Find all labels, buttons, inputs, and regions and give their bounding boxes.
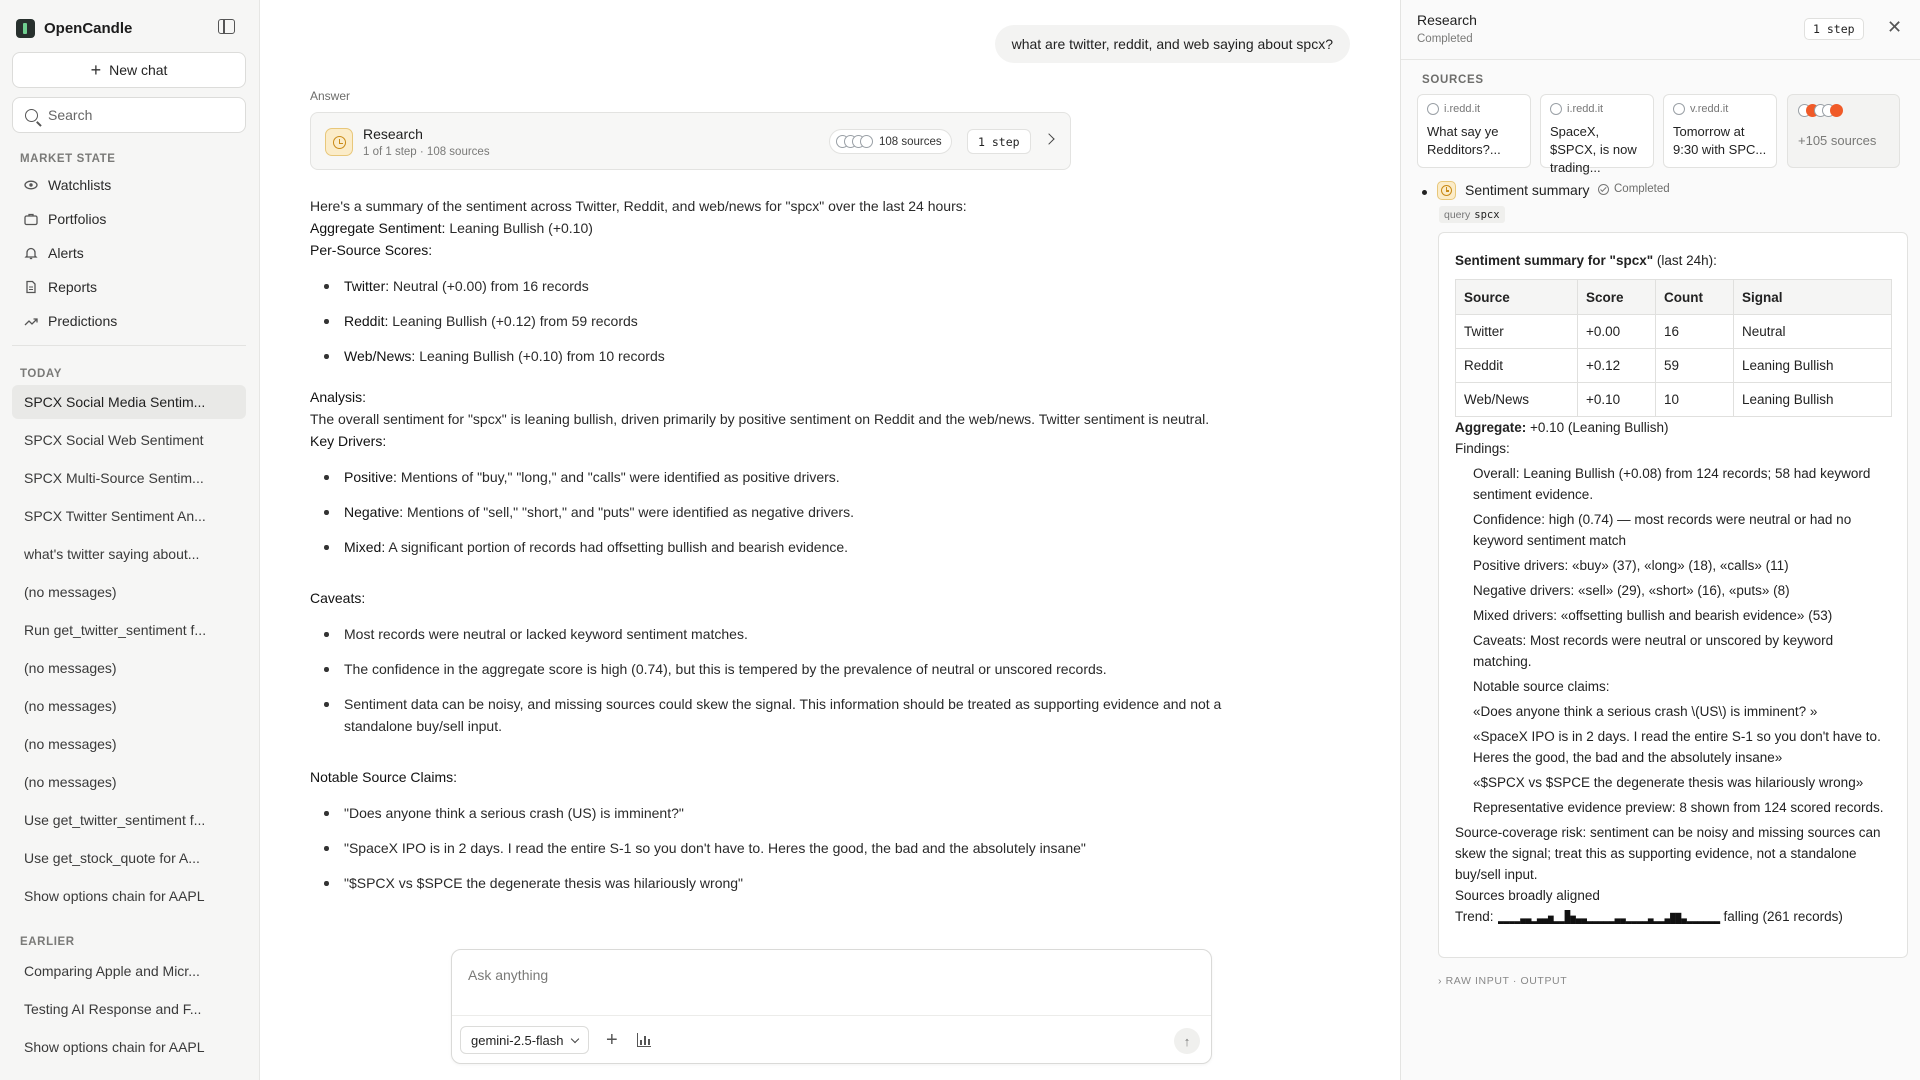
sparkline-bar [1609,921,1615,924]
list-item [310,345,1270,367]
per-source-label: Per-Source Scores: [310,242,433,258]
globe-icon [1427,103,1439,115]
panel-step-badge: 1 step [1804,18,1864,40]
sparkline-bar [1603,921,1609,924]
source-title [1550,123,1644,175]
item-text: Leaning Bullish (+0.12) from 59 records [392,313,638,329]
caveats-list [310,623,1270,737]
drivers-list [310,466,1270,558]
finding-item: Representative evidence preview: 8 shown from 124 scored records. [1473,800,1884,815]
sidebar-item-label: Predictions [48,313,118,329]
table-header: Signal [1734,280,1892,315]
list-item [310,466,1270,488]
composer [451,949,1212,1064]
finding-item: Confidence: high (0.74) — most records were neutral or had no keyword sentiment match [1473,512,1852,548]
sidebar-item-label: Portfolios [48,211,107,227]
source-title-text: SpaceX, $SPCX, is now trading... [1550,124,1637,175]
sparkline-bar [1575,918,1581,924]
sparkline-bar [1625,921,1631,924]
app-name: OpenCandle [44,19,133,37]
step-status [1598,183,1670,195]
chat-item[interactable]: (no messages) [24,584,117,600]
trend-row [1455,906,1891,927]
table-cell: 10 [1656,383,1734,417]
sources-count: 108 sources [879,135,942,148]
eye-icon [24,178,38,192]
today-label: TODAY [20,368,62,380]
finding-item: «SpaceX IPO is in 2 days. I read the entire S-1 so you don't have to. Heres the good, the bad and the absolutely insane» [1473,729,1881,765]
close-icon[interactable]: ✕ [1887,17,1903,37]
trending-up-icon [24,314,38,328]
item-text: Leaning Bullish (+0.10) from 10 records [419,348,665,364]
host-text: i.redd.it [1444,103,1481,115]
chat-item[interactable]: (no messages) [24,698,117,714]
check-circle-icon [1598,184,1609,195]
trend-text: falling (261 records) [1723,909,1843,924]
attach-plus-icon[interactable]: + [606,1029,618,1051]
query-value: spcx [1474,208,1500,221]
item-label: Twitter: [344,278,390,294]
sparkline-bar [1592,921,1598,924]
list-item: Most records were neutral or lacked keyword sentiment matches. [310,623,1270,645]
plus-icon: + [90,60,102,80]
list-item: Sentiment data can be noisy, and missing sources could skew the signal. This information should be treated as supporting evidence and not a standalone buy/sell input. [310,693,1270,737]
sidebar-search[interactable] [12,97,246,133]
query-key: query [1444,208,1471,221]
aggregate-value: +0.10 (Leaning Bullish) [1526,420,1669,435]
item-label: Positive: [344,469,397,485]
chat-item[interactable]: Show options chain for AAPL [24,888,205,904]
bell-icon [24,246,38,260]
sparkline-bar [1642,921,1648,924]
item-text: Mentions of "buy," "long," and "calls" were identified as positive drivers. [400,469,840,485]
aggregate-label: Aggregate Sentiment: [310,220,446,236]
finding-item: Positive drivers: «buy» (37), «long» (18), «calls» (11) [1473,558,1789,573]
finding-item: Caveats: Most records were neutral or unscored by keyword matching. [1473,633,1834,669]
list-item: "$SPCX vs $SPCE the degenerate thesis was hilariously wrong" [310,872,1270,894]
sparkline-bar [1586,921,1592,924]
sparkline-bar [1559,921,1565,924]
sidebar-item-label: Watchlists [48,177,112,193]
new-chat-button[interactable] [12,52,246,88]
table-row [1456,349,1892,383]
source-title [1673,123,1767,159]
chat-item[interactable]: what's twitter saying about... [24,546,200,562]
table-cell: Web/News [1456,383,1578,417]
chat-item[interactable]: (no messages) [24,736,117,752]
sparkline-bar [1520,918,1526,924]
list-item [310,310,1270,332]
search-icon [25,109,38,122]
aggregate-line [1455,417,1891,438]
source-title-text: What say ye Redditors?... [1427,124,1501,157]
source-card[interactable] [1663,94,1777,168]
panel-title: Research [1417,12,1477,28]
sparkline-bar [1664,918,1670,924]
chevron-down-icon [570,1034,578,1042]
new-chat-label: New chat [109,62,168,78]
chat-item[interactable]: Use get_twitter_sentiment f... [24,812,206,828]
sparkline-bar [1697,921,1703,924]
globe-icon [860,135,873,148]
reddit-icon [1830,104,1843,117]
more-sources-card[interactable] [1787,94,1900,168]
sidebar-divider [12,345,246,346]
globe-icon [1550,103,1562,115]
aggregate-label: Aggregate: [1455,420,1527,435]
query-tag [1439,206,1505,223]
list-item: The confidence in the aggregate score is high (0.74), but this is tempered by the prevalence of neutral or unscored records. [310,658,1270,680]
per-source-list [310,275,1270,367]
model-name: gemini-2.5-flash [471,1032,564,1048]
sparkline-bar [1653,921,1659,924]
sparkline-bar [1525,918,1531,924]
globe-icon [1673,103,1685,115]
sparkline-bar [1675,912,1681,923]
sparkline-bar [1636,921,1642,924]
sidebar [0,0,260,1080]
panel-header [1401,0,1920,60]
alignment-note: Sources broadly aligned [1455,888,1600,903]
document-icon [24,280,38,294]
message-input[interactable] [468,967,1168,983]
finding-item: Mixed drivers: «offsetting bullish and bearish evidence» (53) [1473,608,1833,623]
source-host [1673,103,1767,115]
finding-item: Overall: Leaning Bullish (+0.08) from 124 records; 58 had keyword sentiment evidence. [1473,466,1871,502]
table-cell: 16 [1656,315,1734,349]
sparkline-bar [1547,915,1553,923]
chat-item[interactable]: Run get_twitter_sentiment f... [24,622,207,638]
list-item: "Does anyone think a serious crash (US) is imminent?" [310,802,1270,824]
market-state-label: MARKET STATE [20,153,116,165]
chat-item[interactable]: SPCX Multi-Source Sentim... [24,470,204,486]
result-title-rest: (last 24h): [1653,253,1717,268]
assistant-answer [310,196,1270,914]
sparkline-bar [1509,921,1515,924]
earlier-label: EARLIER [20,936,75,948]
item-label: Negative: [344,504,404,520]
chat-item[interactable]: Show options chain for AAPL [24,1039,205,1055]
sparkline-bar [1714,921,1720,924]
sparkline-bar [1708,921,1714,924]
sidebar-toggle-icon[interactable] [218,19,235,34]
composer-divider [452,1015,1211,1016]
research-clock-icon [325,128,353,156]
research-card[interactable] [310,112,1071,170]
table-cell: Leaning Bullish [1734,383,1892,417]
sources-pill[interactable] [829,129,952,154]
finding-item: Notable source claims: [1473,679,1610,694]
sparkline-bar [1631,921,1637,924]
sidebar-item-reports[interactable] [12,272,246,302]
source-card[interactable] [1540,94,1654,175]
sparkline-bar [1498,921,1504,924]
chat-item[interactable]: SPCX Social Web Sentiment [24,432,204,448]
source-title [1427,123,1521,159]
briefcase-icon [24,212,38,226]
drivers-label: Key Drivers: [310,433,387,449]
table-cell: 59 [1656,349,1734,383]
brand[interactable] [16,18,132,38]
item-label: Reddit: [344,313,389,329]
chat-item[interactable]: Use get_stock_quote for A... [24,850,200,866]
chat-main [261,0,1400,1080]
answer-label: Answer [310,89,351,103]
chat-item[interactable]: (no messages) [24,660,117,676]
sparkline-bar [1670,912,1676,923]
item-label: Web/News: [344,348,416,364]
sidebar-item-alerts[interactable] [12,238,246,268]
sidebar-item-watchlists[interactable] [12,170,246,200]
sources-label: SOURCES [1422,74,1484,86]
sentiment-table [1455,279,1892,417]
finding-item: «Does anyone think a serious crash \(US\) is imminent? » [1473,704,1818,719]
coverage-risk: Source-coverage risk: sentiment can be noisy and missing sources can skew the signal; treat this as supporting evidence, not a standalone buy/sell input. [1455,825,1881,882]
step-bullet [1422,190,1427,195]
candle-logo-icon [16,19,35,38]
step-result [1438,232,1908,958]
table-cell: +0.12 [1578,349,1656,383]
claims-label: Notable Source Claims: [310,769,458,785]
sparkline-bar [1647,918,1653,924]
chat-item[interactable]: (no messages) [24,774,117,790]
aggregate-value: Leaning Bullish (+0.10) [449,220,593,236]
sparkline-bar [1503,921,1509,924]
table-cell: +0.10 [1578,383,1656,417]
raw-input-output-toggle[interactable]: › RAW INPUT · OUTPUT [1438,975,1568,987]
sparkline-bar [1514,921,1520,924]
list-item: "SpaceX IPO is in 2 days. I read the entire S-1 so you don't have to. Heres the good, the bad and the absolutely insane" [310,837,1270,859]
analysis-text: The overall sentiment for "spcx" is leaning bullish, driven primarily by positive sentiment on Reddit and the web/news. Twitter sentiment is neutral. [310,411,1210,427]
user-message: what are twitter, reddit, and web saying about spcx? [995,25,1350,63]
sidebar-item-label: Alerts [48,245,84,261]
arrow-up-icon: ↑ [1183,1033,1191,1049]
source-host [1550,103,1644,115]
panel-subtitle: Completed [1417,33,1473,45]
sparkline-bar [1703,921,1709,924]
table-row [1456,315,1892,349]
sidebar-item-portfolios[interactable] [12,204,246,234]
sidebar-item-label: Reports [48,279,98,295]
result-title-bold: Sentiment summary for "spcx" [1455,253,1654,268]
step-status-text: Completed [1614,183,1670,195]
item-text: Mentions of "sell," "short," and "puts" were identified as negative drivers. [407,504,854,520]
claims-list [310,802,1270,894]
sparkline-bar [1686,921,1692,924]
table-header-row [1456,280,1892,315]
sparkline-bar [1658,921,1664,924]
host-text: v.redd.it [1690,103,1729,115]
table-cell: Reddit [1456,349,1578,383]
research-subtitle: 1 of 1 step · 108 sources [363,146,490,158]
caveats-label: Caveats: [310,590,366,606]
finding-item: «$SPCX vs $SPCE the degenerate thesis was hilariously wrong» [1473,775,1864,790]
table-header: Source [1456,280,1578,315]
table-cell: Neutral [1734,315,1892,349]
research-title: Research [363,126,423,142]
host-text: i.redd.it [1567,103,1604,115]
model-select[interactable] [460,1026,589,1054]
table-cell: Twitter [1456,315,1578,349]
answer-intro: Here's a summary of the sentiment across Twitter, Reddit, and web/news for "spcx" over the last 24 hours: [310,198,967,214]
table-row [1456,383,1892,417]
table-cell: +0.00 [1578,315,1656,349]
chart-icon[interactable] [637,1033,651,1047]
list-item [310,275,1270,297]
sparkline-bar [1564,910,1570,924]
item-text: A significant portion of records had offsetting bullish and bearish evidence. [388,539,849,555]
trend-sparkline [1498,909,1720,925]
item-text: Neutral (+0.00) from 16 records [393,278,589,294]
chat-item[interactable]: Testing AI Response and F... [24,1001,202,1017]
analysis-label: Analysis: [310,389,367,405]
search-input[interactable] [48,107,228,123]
send-button[interactable] [1174,1028,1200,1054]
trend-label: Trend: [1455,909,1494,924]
sparkline-bar [1614,918,1620,924]
chat-item[interactable]: Comparing Apple and Micr... [24,963,200,979]
table-header: Score [1578,280,1656,315]
table-cell: Leaning Bullish [1734,349,1892,383]
step-name: Sentiment summary [1465,182,1590,198]
sparkline-bar [1620,918,1626,924]
chat-item[interactable]: SPCX Twitter Sentiment An... [24,508,206,524]
research-panel [1400,0,1920,1080]
source-host [1427,103,1521,115]
sparkline-bar [1681,918,1687,924]
sparkline-bar [1570,915,1576,923]
item-label: Mixed: [344,539,386,555]
source-favicons [836,135,873,148]
finding-item: Negative drivers: «sell» (29), «short» (16), «puts» (8) [1473,583,1790,598]
source-title-text: Tomorrow at 9:30 with SPC... [1673,124,1767,157]
step-count-badge: 1 step [967,129,1031,154]
table-header: Count [1656,280,1734,315]
chevron-right-icon[interactable] [1043,133,1054,144]
sparkline-bar [1597,921,1603,924]
list-item [310,536,1270,558]
aggregate-line [310,218,1270,239]
sparkline-bar [1581,918,1587,924]
step-clock-icon [1437,181,1456,200]
source-card[interactable] [1417,94,1531,168]
sparkline-bar [1542,918,1548,924]
more-sources-count: +105 sources [1798,133,1877,148]
sidebar-item-predictions[interactable] [12,306,246,336]
sparkline-bar [1692,921,1698,924]
chat-item[interactable]: SPCX Social Media Sentim... [12,385,246,419]
sparkline-bar [1531,921,1537,924]
result-title [1455,252,1891,270]
sparkline-bar [1553,921,1559,924]
findings-label: Findings: [1455,441,1510,456]
list-item [310,501,1270,523]
source-favicons [1798,104,1889,117]
sparkline-bar [1536,918,1542,924]
